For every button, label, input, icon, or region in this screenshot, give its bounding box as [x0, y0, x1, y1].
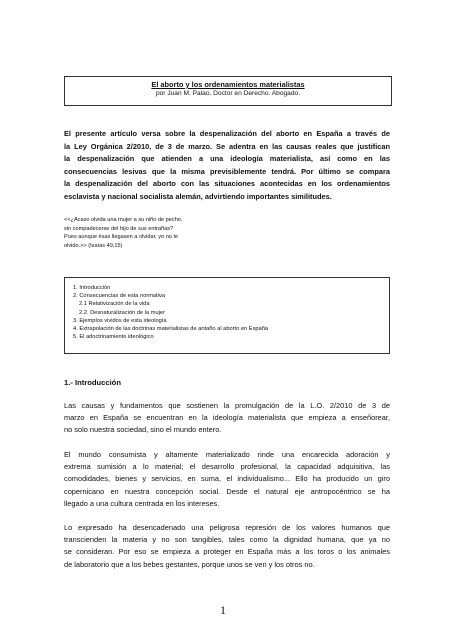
toc-item: 3. Ejemplos vividos de esta ideología: [73, 317, 167, 324]
toc-item: 2. Consecuencias de esta normativa: [73, 293, 165, 300]
paragraph: [64, 400, 390, 437]
paragraph-line: El mundo consumista y altamente materializado rinde una encarecida adoración y: [64, 450, 390, 459]
paragraph-line: no solo nuestra sociedad, sino el mundo entero.: [64, 425, 222, 435]
paragraph-line: Lo expresado ha desencadenado una peligrosa represión de los valores humanos que: [64, 523, 390, 532]
paragraph-line: de laboratorio que a los bebes gestantes, porque unos se ven y los otros no.: [64, 559, 315, 569]
paragraph-line: Las causas y fundamentos que sostienen la promulgación de la L.O. 2/2010 de 3 de: [64, 401, 390, 410]
abstract-line: consecuencias lesivas que la misma previsiblemente tendrá. Por último se compara: [64, 166, 390, 176]
paragraph: [64, 449, 390, 510]
quote-line: <<¿Acaso olvida una mujer a su niño de pecho,: [64, 217, 183, 223]
paragraph-line: copernicano en nuestra concepción social. Desde el natural eje antropocéntrico se ha: [64, 486, 390, 496]
paragraph: [64, 522, 390, 571]
paragraph-line: transcienden la materia y no son tangibles, tales como la dignidad humana, que ya no: [64, 535, 390, 545]
toc-subitem: 2.2. Desnaturalización de la mujer: [79, 309, 165, 316]
abstract: [64, 128, 390, 204]
quote-line: olvido.>> (Isaías 49,15): [64, 242, 123, 249]
toc-subitem: 2.1 Relativización de la vida: [79, 301, 150, 308]
toc-item: 5. El adoctrinamiento ideológico: [73, 334, 154, 341]
page-number: 1: [220, 603, 226, 617]
title-box: [64, 76, 392, 106]
section-heading: 1.- Introducción: [64, 378, 121, 387]
epigraph-quote: [64, 216, 204, 250]
paragraph-line: llegado a una cultura centrada en los intereses.: [64, 498, 220, 508]
abstract-line: la Ley Orgánica 2/2010, de 3 de marzo. Se adentra en las causas reales que justifican: [64, 141, 390, 151]
paragraph-line: comodidades, bienes y servicios, en suma, el individualismo... Ello ha producido un giro: [64, 474, 390, 484]
toc-item: 1. Introducción: [73, 285, 111, 291]
paragraph-line: extrema sumisión a lo material; el desarrollo profesional, la capacidad adquisitiva, las: [64, 462, 390, 472]
paragraph-line: se consideran. Por eso se empieza a proteger en España más a los toros o los animales: [64, 547, 390, 557]
abstract-line: esclavista y nacional socialista alemán, advirtiendo importantes similitudes.: [64, 191, 332, 201]
article-author: por Juan M. Palao. Doctor en Derecho. Abogado.: [155, 90, 301, 97]
toc-item: 4. Extrapolación de las doctrinas materialistas de antaño al aborto en España: [73, 326, 269, 333]
article-title: El aborto y los ordenamientos materialistas: [151, 80, 305, 89]
abstract-line: la despenalización que atienden a una ideología materialista, así como en las: [64, 154, 390, 164]
paragraph-line: marzo en España se encuentran en la ideología materialista que empieza a enseñorear,: [64, 413, 390, 423]
abstract-line: El presente artículo versa sobre la despenalización del aborto en España a través de: [64, 129, 390, 138]
table-of-contents: [64, 277, 390, 354]
quote-line: Pues aunque ésas llegasen a olvidar, yo no te: [64, 234, 179, 241]
quote-line: sin compadecerse del hijo de sus entrañas?: [64, 225, 174, 232]
abstract-line: la despenalización del aborto con las situaciones acontecidas en los ordenamientos: [64, 179, 390, 189]
